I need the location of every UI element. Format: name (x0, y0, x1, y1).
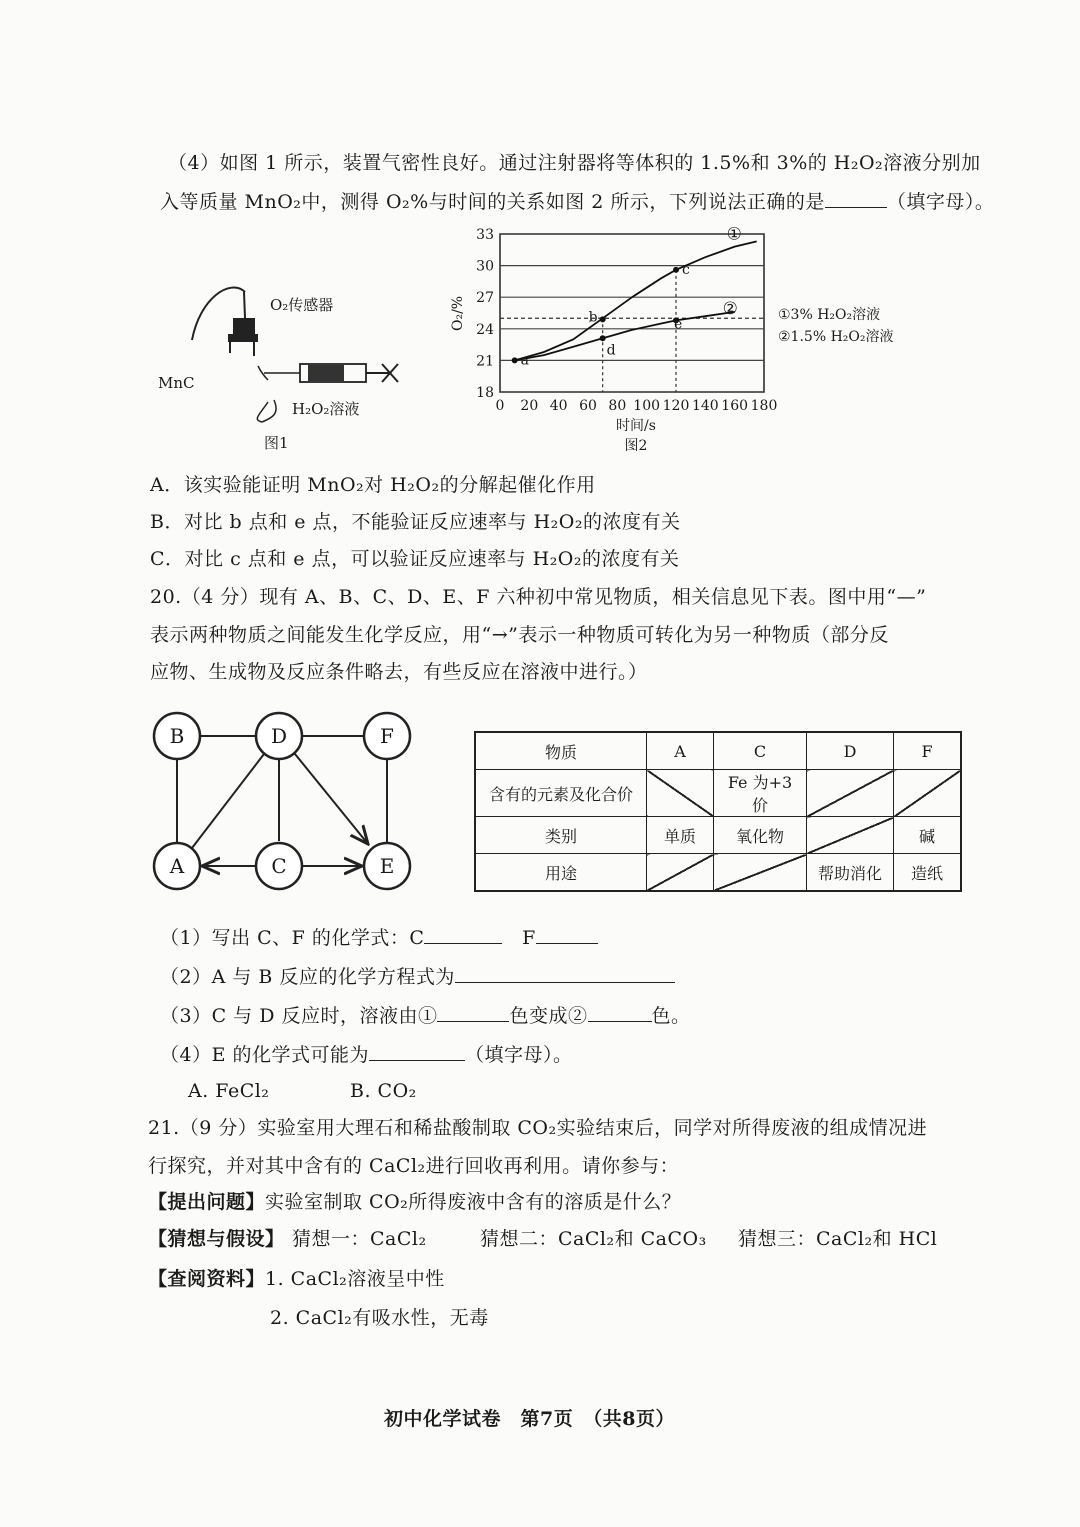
figure1-apparatus (150, 278, 430, 458)
table-header-cell: C (714, 732, 807, 770)
figure1-caption: 图1 (264, 434, 289, 452)
q19-part4-line1: （4）如图 1 所示，装置气密性良好。通过注射器将等体积的 1.5%和 3%的 H₂O₂溶液分别加 (168, 152, 981, 174)
table-cell-empty (714, 854, 807, 892)
q21-reference (148, 1264, 445, 1291)
point-label-b: b (588, 309, 598, 326)
y-tick-label: 24 (476, 321, 494, 338)
y-tick-label: 18 (476, 385, 494, 401)
point-label-c: c (682, 261, 690, 278)
answer-blank-color1[interactable] (437, 1003, 509, 1022)
question-text: 实验室制取 CO₂所得废液中含有的溶质是什么？ (265, 1191, 682, 1213)
answer-blank-f[interactable] (536, 925, 598, 944)
svg-text:D: D (270, 724, 288, 748)
table-cell-empty (647, 770, 714, 817)
q20-sub4-hint: （填字母）。 (465, 1044, 573, 1066)
q21-question (148, 1187, 681, 1214)
x-tick-label: 100 (633, 398, 661, 414)
q19-option-a: A．该实验能证明 MnO₂对 H₂O₂的分解起催化作用 (150, 474, 596, 496)
chart-point-b (600, 316, 606, 322)
chart-y-label: O₂/% (450, 295, 466, 331)
table-cell: 碱 (894, 817, 962, 854)
q20-sub2-text: （2）A 与 B 反应的化学方程式为 (160, 966, 455, 988)
chart-x-label: 时间/s (616, 418, 656, 434)
answer-blank[interactable] (825, 189, 887, 208)
q19-option-b: B．对比 b 点和 e 点，不能验证反应速率与 H₂O₂的浓度有关 (150, 511, 681, 533)
table-cell-empty (807, 770, 894, 817)
answer-blank-c[interactable] (424, 925, 502, 944)
table-cell-empty (647, 854, 714, 892)
q20-sub4 (160, 1040, 573, 1067)
figure2-chart (440, 222, 920, 462)
q20-sub3-text: （3）C 与 D 反应时，溶液由① (160, 1005, 438, 1027)
table-cell: 帮助消化 (807, 854, 894, 892)
reference-2: 2. CaCl₂有吸水性，无毒 (270, 1307, 489, 1329)
point-label-e: e (674, 316, 683, 333)
reference-tag: 【查阅资料】 (148, 1268, 266, 1290)
hypothesis-3: 猜想三：CaCl₂和 HCl (738, 1228, 938, 1250)
table-header-cell: F (894, 732, 962, 770)
point-label-d: d (606, 342, 616, 359)
x-tick-label: 20 (520, 398, 539, 414)
y-tick-label: 21 (476, 353, 494, 370)
chart-point-c (673, 267, 679, 273)
table-cell: Fe 为+3 价 (714, 770, 807, 817)
chart-point-d (600, 335, 606, 341)
node-f (364, 713, 410, 759)
table-cell-empty (894, 770, 962, 817)
q19-part4-text: 入等质量 MnO₂中，测得 O₂%与时间的关系如图 2 所示，下列说法正确的是 (160, 191, 825, 213)
q20-sub3 (160, 1001, 691, 1028)
q20-sub1 (160, 923, 598, 950)
x-tick-label: 0 (495, 398, 505, 414)
substance-info-table (474, 731, 962, 892)
table-cell: 氧化物 (714, 817, 807, 854)
q20-sub3-end: 色。 (651, 1005, 691, 1027)
q20-sub2 (160, 962, 675, 989)
svg-text:A: A (169, 854, 185, 878)
x-tick-label: 80 (608, 398, 627, 414)
q20-sub1-f: F (522, 927, 536, 949)
table-cell-empty (807, 817, 894, 854)
table-cell: 造纸 (894, 854, 962, 892)
y-tick-label: 27 (476, 290, 494, 307)
q20-line3: 应物、生成物及反应条件略去，有些反应在溶液中进行。） (150, 661, 648, 683)
table-header-cell: D (807, 732, 894, 770)
svg-text:C: C (271, 854, 287, 878)
solution-label: H₂O₂溶液 (292, 400, 360, 418)
q19-part4-line2 (160, 187, 994, 214)
x-tick-label: 60 (579, 398, 597, 414)
question-tag: 【提出问题】 (148, 1191, 266, 1213)
x-tick-label: 40 (549, 398, 568, 414)
node-d (256, 713, 302, 759)
table-cell: 单质 (647, 817, 714, 854)
q20-option-a: A. FeCl₂ (188, 1080, 270, 1102)
page-footer: 初中化学试卷 第7页 （共8页） (384, 1408, 675, 1430)
series-line-2 (515, 312, 735, 361)
q20-line1: 20.（4 分）现有 A、B、C、D、E、F 六种初中常见物质，相关信息见下表。图中用“—” (150, 586, 927, 608)
figure2-caption: 图2 (624, 438, 648, 454)
node-e (364, 843, 410, 889)
q20-option-b: B. CO₂ (350, 1080, 417, 1102)
mno2-label: MnC (158, 374, 195, 392)
hypothesis-1: 猜想一：CaCl₂ (292, 1228, 427, 1250)
relationship-diagram (140, 700, 430, 900)
sensor-label: O₂传感器 (270, 296, 334, 314)
q19-option-c: C．对比 c 点和 e 点，可以验证反应速率与 H₂O₂的浓度有关 (150, 548, 680, 570)
reference-1: 1. CaCl₂溶液呈中性 (265, 1268, 445, 1290)
hypothesis-2: 猜想二：CaCl₂和 CaCO₃ (480, 1228, 707, 1250)
y-tick-label: 33 (476, 227, 494, 243)
q19-part4-fill-hint: （填字母）。 (886, 191, 995, 213)
svg-text:F: F (380, 724, 394, 748)
answer-blank-color2[interactable] (588, 1003, 652, 1022)
table-row-label: 类别 (475, 817, 647, 854)
node-a (154, 843, 200, 889)
table-row-label: 含有的元素及化合价 (475, 770, 647, 817)
answer-blank-equation[interactable] (455, 964, 675, 983)
x-tick-label: 140 (691, 398, 719, 414)
q21-line1: 21.（9 分）实验室用大理石和稀盐酸制取 CO₂实验结束后，同学对所得废液的组成情况进 (148, 1117, 928, 1139)
y-tick-label: 30 (476, 258, 494, 275)
table-header-cell: A (647, 732, 714, 770)
q20-sub1-text: （1）写出 C、F 的化学式：C (160, 927, 425, 949)
node-c (256, 843, 302, 889)
node-b (154, 713, 200, 759)
answer-blank-e[interactable] (369, 1042, 465, 1061)
q21-line2: 行探究，并对其中含有的 CaCl₂进行回收再利用。请你参与： (148, 1155, 680, 1177)
x-tick-label: 120 (662, 398, 690, 414)
point-label-a: a (520, 352, 530, 369)
chart-point-a (512, 357, 518, 363)
series-line-1 (515, 241, 757, 360)
table-row-label: 用途 (475, 854, 647, 892)
svg-text:E: E (379, 854, 395, 878)
series-marker-2: ② (722, 298, 738, 319)
table-header-cell: 物质 (475, 732, 647, 770)
series-marker-1: ① (726, 224, 742, 245)
x-tick-label: 160 (721, 398, 749, 414)
q20-sub3-mid: 色变成② (509, 1005, 588, 1027)
x-tick-label: 180 (750, 398, 778, 414)
legend-entry-2: ②1.5% H₂O₂溶液 (778, 328, 894, 345)
q20-line2: 表示两种物质之间能发生化学反应，用“→”表示一种物质可转化为另一种物质（部分反 (150, 624, 889, 646)
legend-entry-1: ①3% H₂O₂溶液 (778, 306, 881, 323)
hypothesis-tag: 【猜想与假设】 (148, 1228, 285, 1250)
q20-sub4-text: （4）E 的化学式可能为 (160, 1044, 369, 1066)
q21-hypothesis (148, 1224, 285, 1251)
svg-text:B: B (169, 724, 185, 748)
